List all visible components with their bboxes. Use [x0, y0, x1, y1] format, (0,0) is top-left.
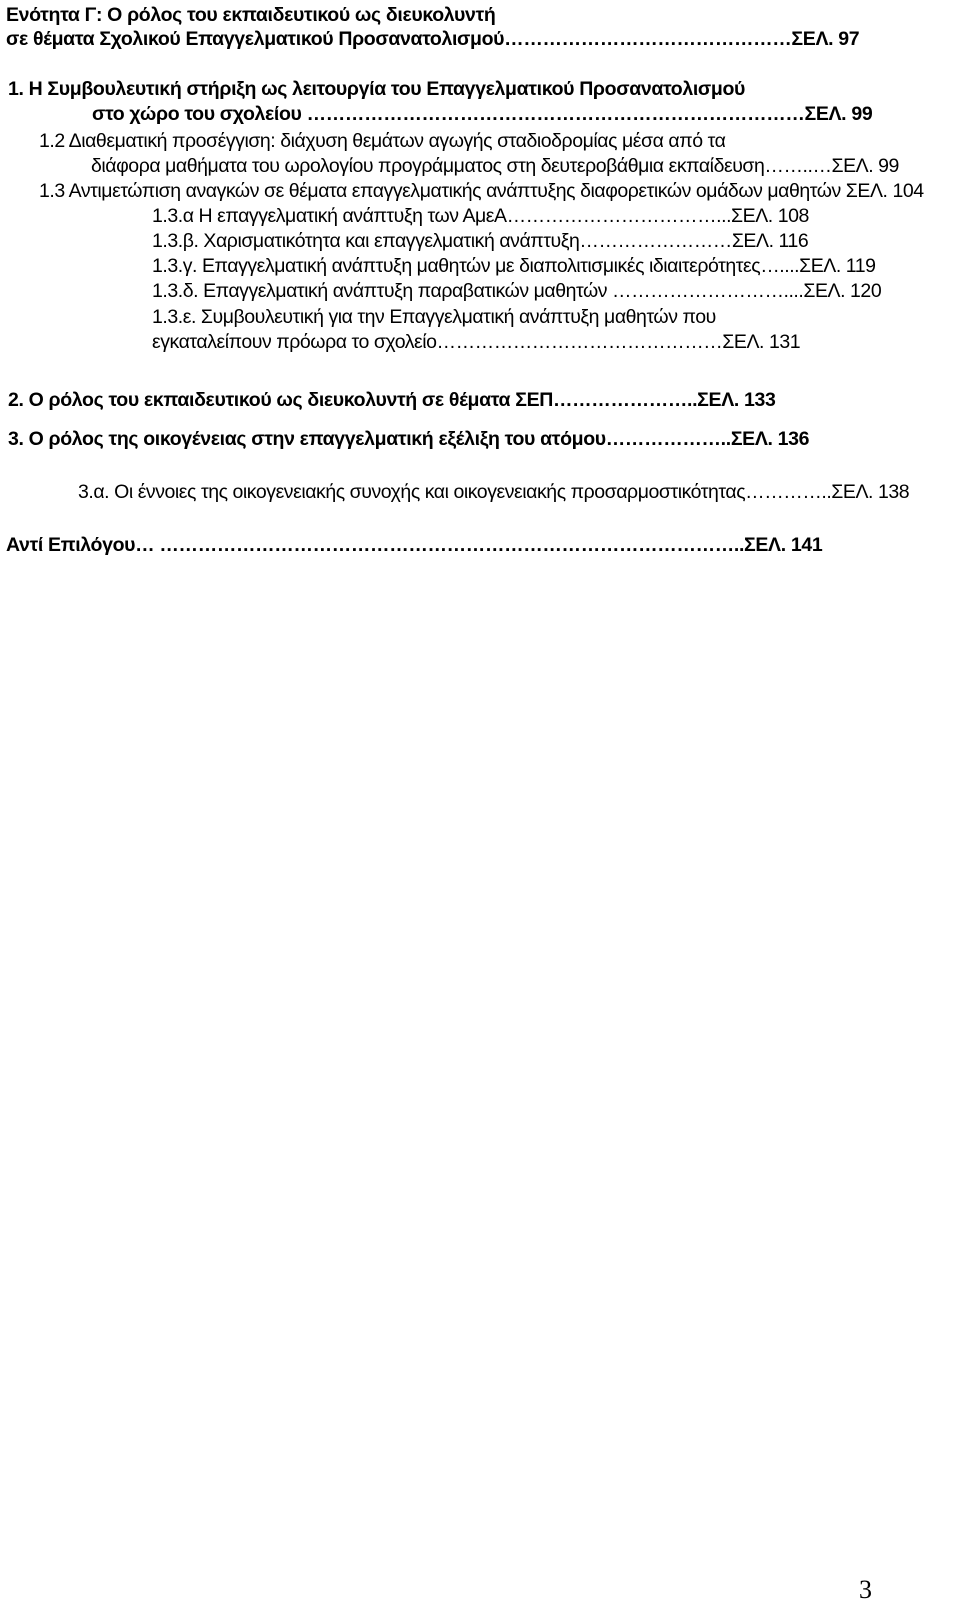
- toc-entry-1-3-e-line-2: εγκαταλείπουν πρόωρα το σχολείο………………………………………ΣΕΛ. 131: [152, 331, 801, 353]
- toc-entry-1-3: 1.3 Αντιμετώπιση αναγκών σε θέματα επαγγελματικής ανάπτυξης διαφορετικών ομάδων μαθητών ΣΕΛ. 104: [39, 180, 924, 202]
- toc-entry-3: 3. Ο ρόλος της οικογένειας στην επαγγελματική εξέλιξη του ατόμου………………..ΣΕΛ. 136: [8, 428, 810, 450]
- toc-entry-1-3-e-line-1: 1.3.ε. Συμβουλευτική για την Επαγγελματική ανάπτυξη μαθητών που: [152, 306, 716, 328]
- toc-entry-1-2-line-2: διάφορα μαθήματα του ωρολογίου προγράμματος στη δευτεροβάθμια εκπαίδευση……..…ΣΕΛ. 99: [91, 155, 899, 177]
- toc-entry-1-3-b: 1.3.β. Χαρισματικότητα και επαγγελματική ανάπτυξη……………………ΣΕΛ. 116: [152, 230, 809, 252]
- toc-entry-2: 2. Ο ρόλος του εκπαιδευτικού ως διευκολυντή σε θέματα ΣΕΠ…………………..ΣΕΛ. 133: [8, 389, 776, 411]
- page-number: 3: [859, 1575, 872, 1604]
- toc-afterword: Αντί Επιλόγου… ………………………………………………………………………………..ΣΕΛ. 141: [6, 534, 823, 556]
- toc-entry-3-a: 3.α. Οι έννοιες της οικογενειακής συνοχής και οικογενειακής προσαρμοστικότητας…………..ΣΕΛ. 138: [78, 481, 910, 503]
- toc-entry-1-3-c: 1.3.γ. Επαγγελματική ανάπτυξη μαθητών με διαπολιτισμικές ιδιαιτερότητες…....ΣΕΛ. 119: [152, 255, 876, 277]
- toc-entry-1-3-a: 1.3.α Η επαγγελματική ανάπτυξη των ΑμεΑ……………………………...ΣΕΛ. 108: [152, 205, 809, 227]
- toc-entry-1-line-2: στο χώρο του σχολείου ……………………………………………………………………ΣΕΛ. 99: [92, 103, 873, 125]
- toc-entry-1-line-1: 1. Η Συμβουλευτική στήριξη ως λειτουργία του Επαγγελματικού Προσανατολισμού: [8, 78, 746, 100]
- toc-entry-1-2-line-1: 1.2 Διαθεματική προσέγγιση: διάχυση θεμάτων αγωγής σταδιοδρομίας μέσα από τα: [39, 130, 726, 152]
- toc-heading-line-2: σε θέματα Σχολικού Επαγγελματικού Προσανατολισμού………………………………………ΣΕΛ. 97: [6, 28, 860, 50]
- toc-heading-line-1: Ενότητα Γ: Ο ρόλος του εκπαιδευτικού ως διευκολυντή: [6, 4, 496, 26]
- toc-entry-1-3-d: 1.3.δ. Επαγγελματική ανάπτυξη παραβατικών μαθητών ………………………....ΣΕΛ. 120: [152, 280, 882, 302]
